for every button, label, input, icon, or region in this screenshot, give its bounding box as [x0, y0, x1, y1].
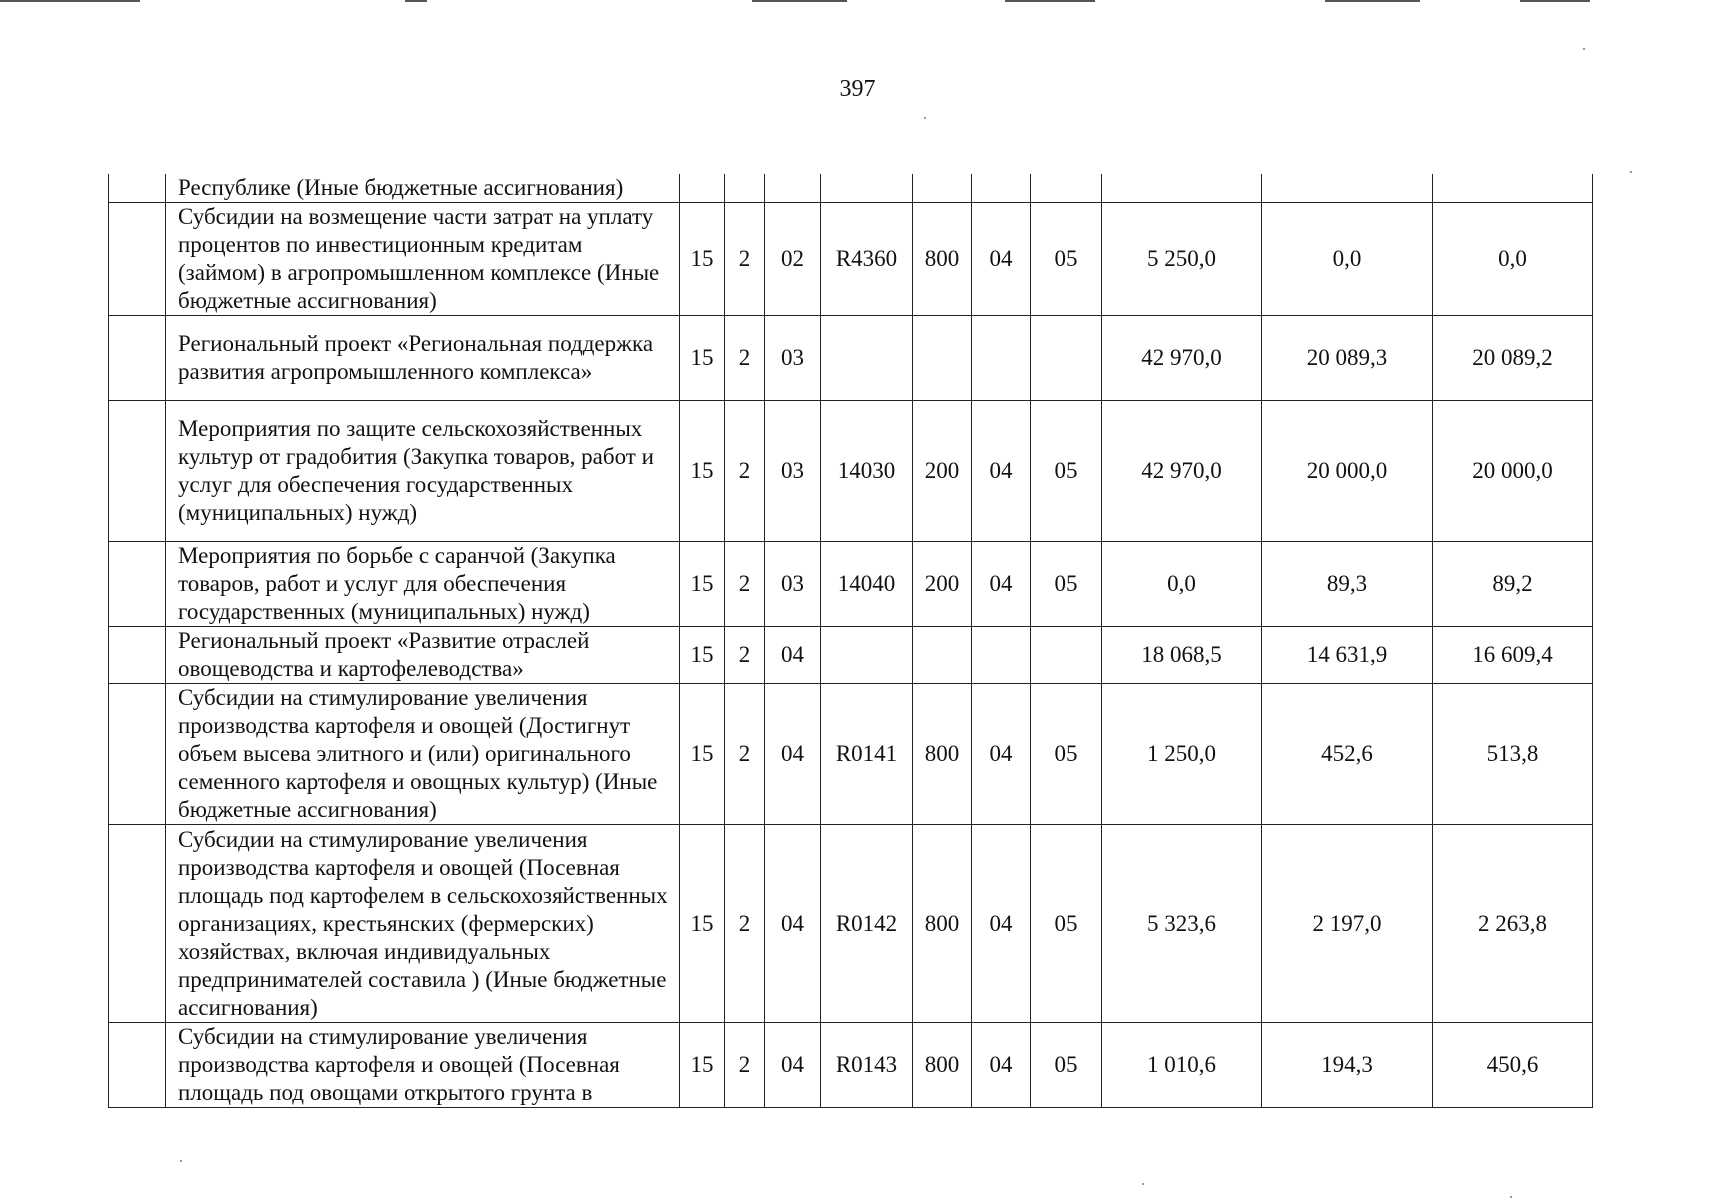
table-row — [109, 174, 1593, 203]
cell-amount-2: 20 089,3 — [1262, 316, 1433, 401]
table-row — [109, 627, 1593, 684]
cell-amount-3: 0,0 — [1433, 203, 1593, 316]
cell-subsection: 05 — [1031, 1023, 1102, 1108]
cell-subprogram: 2 — [725, 316, 765, 401]
row-index-cell — [109, 627, 166, 684]
cell-amount-2: 89,3 — [1262, 542, 1433, 627]
cell-code: 15 — [680, 684, 725, 825]
row-description: Субсидии на стимулирование увеличения производства картофеля и овощей (Посевная площадь под овощами открытого грунта в — [166, 1023, 680, 1108]
cell-expense-type: 800 — [913, 825, 972, 1023]
cell-amount-2: 0,0 — [1262, 203, 1433, 316]
cell-amount-1: 5 323,6 — [1102, 825, 1262, 1023]
cell-subsection — [1031, 627, 1102, 684]
cell-target-article: 14030 — [821, 401, 913, 542]
scan-edge-line — [1325, 0, 1420, 2]
cell-amount-3: 20 089,2 — [1433, 316, 1593, 401]
cell-section: 04 — [972, 1023, 1031, 1108]
cell-subsection — [1031, 316, 1102, 401]
row-index-cell — [109, 542, 166, 627]
table-row — [109, 316, 1593, 401]
cell-expense-type: 800 — [913, 684, 972, 825]
cell-amount-1 — [1102, 174, 1262, 203]
cell-section: 04 — [972, 542, 1031, 627]
cell-subsection: 05 — [1031, 203, 1102, 316]
cell-amount-1: 42 970,0 — [1102, 316, 1262, 401]
cell-subprogram: 2 — [725, 684, 765, 825]
cell-amount-3: 20 000,0 — [1433, 401, 1593, 542]
cell-target-article — [821, 316, 913, 401]
cell-expense-type — [913, 316, 972, 401]
cell-target-article: 14040 — [821, 542, 913, 627]
cell-expense-type: 200 — [913, 401, 972, 542]
cell-amount-1: 5 250,0 — [1102, 203, 1262, 316]
cell-section — [972, 316, 1031, 401]
table-row — [109, 542, 1593, 627]
scan-speck — [180, 1160, 182, 1162]
cell-project: 04 — [765, 627, 821, 684]
cell-expense-type — [913, 627, 972, 684]
cell-subprogram: 2 — [725, 401, 765, 542]
cell-amount-2: 14 631,9 — [1262, 627, 1433, 684]
row-description: Региональный проект «Развитие отраслей овощеводства и картофелеводства» — [166, 627, 680, 684]
row-index-cell — [109, 684, 166, 825]
cell-target-article: R4360 — [821, 203, 913, 316]
scan-speck — [1583, 48, 1585, 50]
row-index-cell — [109, 825, 166, 1023]
cell-amount-1: 18 068,5 — [1102, 627, 1262, 684]
scan-speck — [1142, 1183, 1144, 1185]
table-row — [109, 1023, 1593, 1108]
cell-section — [972, 174, 1031, 203]
cell-subsection: 05 — [1031, 825, 1102, 1023]
cell-amount-2: 452,6 — [1262, 684, 1433, 825]
cell-subsection: 05 — [1031, 401, 1102, 542]
cell-subprogram: 2 — [725, 542, 765, 627]
row-index-cell — [109, 316, 166, 401]
cell-amount-1: 1 250,0 — [1102, 684, 1262, 825]
cell-amount-1: 0,0 — [1102, 542, 1262, 627]
cell-section: 04 — [972, 684, 1031, 825]
table-row — [109, 401, 1593, 542]
cell-project: 03 — [765, 542, 821, 627]
cell-amount-2: 2 197,0 — [1262, 825, 1433, 1023]
cell-subsection — [1031, 174, 1102, 203]
cell-amount-1: 42 970,0 — [1102, 401, 1262, 542]
cell-project: 04 — [765, 684, 821, 825]
scan-edge-line — [405, 0, 427, 2]
cell-amount-3: 2 263,8 — [1433, 825, 1593, 1023]
cell-project: 02 — [765, 203, 821, 316]
cell-amount-2: 194,3 — [1262, 1023, 1433, 1108]
cell-expense-type — [913, 174, 972, 203]
cell-expense-type: 200 — [913, 542, 972, 627]
page-number: 397 — [839, 76, 876, 102]
scan-edge-line — [752, 0, 847, 2]
cell-amount-3: 450,6 — [1433, 1023, 1593, 1108]
cell-subsection: 05 — [1031, 684, 1102, 825]
cell-code: 15 — [680, 1023, 725, 1108]
scan-speck — [1510, 1196, 1512, 1198]
cell-amount-2: 20 000,0 — [1262, 401, 1433, 542]
cell-expense-type: 800 — [913, 203, 972, 316]
row-index-cell — [109, 203, 166, 316]
row-description: Субсидии на стимулирование увеличения производства картофеля и овощей (Достигнут объем высева элитного и (или) оригинального семенного картофеля и овощных культур) (Иные бюджетные ассигнования) — [166, 684, 680, 825]
cell-expense-type: 800 — [913, 1023, 972, 1108]
row-description: Субсидии на стимулирование увеличения производства картофеля и овощей (Посевная площадь под картофелем в сельскохозяйственных организациях, крестьянских (фермерских) хозяйствах, включая индивидуальных предпринимателей составила ) (Иные бюджетные ассигнования) — [166, 825, 680, 1023]
cell-section: 04 — [972, 401, 1031, 542]
row-description: Субсидии на возмещение части затрат на уплату процентов по инвестиционным кредитам (займом) в агропромышленном комплексе (Иные бюджетные ассигнования) — [166, 203, 680, 316]
cell-code: 15 — [680, 203, 725, 316]
cell-subprogram — [725, 174, 765, 203]
cell-section: 04 — [972, 825, 1031, 1023]
cell-code: 15 — [680, 825, 725, 1023]
cell-amount-3: 16 609,4 — [1433, 627, 1593, 684]
cell-project: 03 — [765, 316, 821, 401]
cell-project: 03 — [765, 401, 821, 542]
table-row — [109, 203, 1593, 316]
cell-subprogram: 2 — [725, 627, 765, 684]
cell-project: 04 — [765, 1023, 821, 1108]
cell-subprogram: 2 — [725, 203, 765, 316]
budget-table — [108, 174, 1593, 1108]
cell-code: 15 — [680, 627, 725, 684]
cell-code: 15 — [680, 316, 725, 401]
cell-project — [765, 174, 821, 203]
cell-subsection: 05 — [1031, 542, 1102, 627]
cell-amount-3: 89,2 — [1433, 542, 1593, 627]
row-description: Мероприятия по защите сельскохозяйственных культур от градобития (Закупка товаров, работ и услуг для обеспечения государственных (муниципальных) нужд) — [166, 401, 680, 542]
cell-code — [680, 174, 725, 203]
cell-code: 15 — [680, 542, 725, 627]
row-description: Республике (Иные бюджетные ассигнования) — [166, 174, 680, 203]
scan-edge-line — [0, 0, 140, 2]
scan-edge-line — [1520, 0, 1590, 2]
table-row — [109, 825, 1593, 1023]
row-description: Региональный проект «Региональная поддержка развития агропромышленного комплекса» — [166, 316, 680, 401]
scan-speck — [1630, 171, 1632, 173]
cell-amount-3 — [1433, 174, 1593, 203]
cell-target-article — [821, 174, 913, 203]
scan-speck — [924, 117, 926, 119]
cell-amount-2 — [1262, 174, 1433, 203]
row-index-cell — [109, 174, 166, 203]
cell-subprogram: 2 — [725, 1023, 765, 1108]
cell-target-article: R0141 — [821, 684, 913, 825]
cell-target-article — [821, 627, 913, 684]
cell-project: 04 — [765, 825, 821, 1023]
cell-section — [972, 627, 1031, 684]
row-index-cell — [109, 1023, 166, 1108]
table-row — [109, 684, 1593, 825]
row-description: Мероприятия по борьбе с саранчой (Закупка товаров, работ и услуг для обеспечения государственных (муниципальных) нужд) — [166, 542, 680, 627]
cell-amount-3: 513,8 — [1433, 684, 1593, 825]
cell-target-article: R0143 — [821, 1023, 913, 1108]
cell-code: 15 — [680, 401, 725, 542]
cell-target-article: R0142 — [821, 825, 913, 1023]
scan-edge-line — [1005, 0, 1095, 2]
cell-amount-1: 1 010,6 — [1102, 1023, 1262, 1108]
cell-section: 04 — [972, 203, 1031, 316]
row-index-cell — [109, 401, 166, 542]
cell-subprogram: 2 — [725, 825, 765, 1023]
